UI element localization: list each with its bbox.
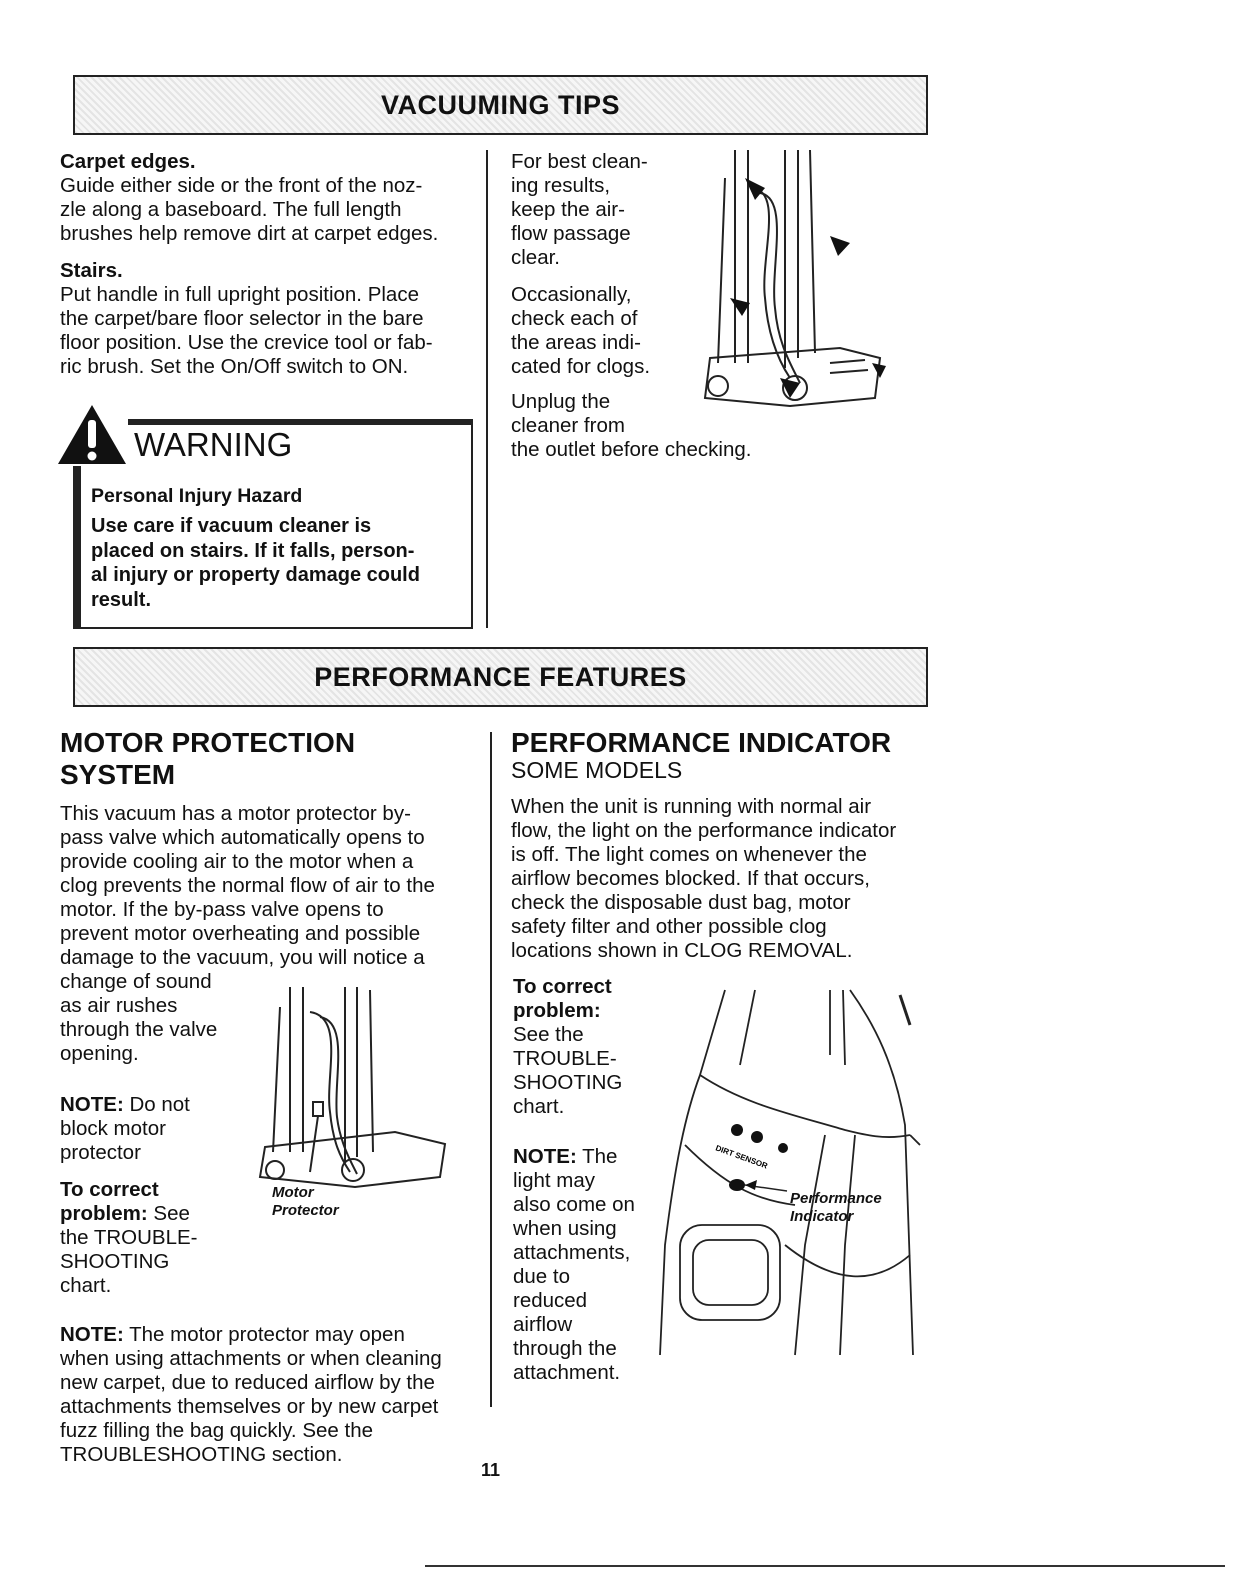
motor-protector-illustration <box>255 982 455 1192</box>
performance-features-banner <box>73 647 928 707</box>
carpet-edges-text: Guide either side or the front of the noz- zle along a baseboard. The full length brushes help remove dirt at carpet edges. <box>60 174 439 245</box>
stairs-text: Put handle in full upright position. Place the carpet/bare floor selector in the bare floor position. Use the crevice tool or fab- ric brush. Set the On/Off switch to ON. <box>60 283 433 378</box>
motor-note2-block: NOTE: The motor protector may open when using attachments or when cleaning new carpet, due to reduced airflow by the attachments themselves or by new carpet fuzz filling the bag quickly. See the TROUBLESHOOTING section. <box>60 1323 442 1466</box>
indicator-correct-block: To correct problem: See the TROUBLE- SHOOTING chart. <box>513 975 623 1118</box>
column-divider-top <box>486 150 488 628</box>
warning-top-rule <box>75 421 471 425</box>
motor-note-block: NOTE: Do not block motor protector <box>60 1093 190 1164</box>
vacuuming-tips-title: VACUUMING TIPS <box>380 89 620 120</box>
unplug-paragraph: Unplug the cleaner from the outlet before checking. <box>511 390 752 461</box>
airflow-paragraph: For best clean- ing results, keep the air- flow passage clear. <box>511 150 648 269</box>
performance-indicator-illustration <box>645 985 925 1365</box>
motor-protection-heading: MOTOR PROTECTION SYSTEM <box>60 727 356 790</box>
warning-triangle-icon <box>56 402 128 466</box>
warning-title: WARNING <box>134 426 293 463</box>
bottom-rule <box>425 1565 1225 1567</box>
performance-indicator-subheading: SOME MODELS <box>511 757 683 783</box>
performance-indicator-intro: When the unit is running with normal air flow, the light on the performance indicator is off. The light comes on whenever the airflow becomes blocked. If that occurs, check the disposable dust bag, motor safety filter and other possible clog locations shown in CLOG REMOVAL. <box>511 795 897 962</box>
warning-text: Use care if vacuum cleaner is placed on stairs. If it falls, person- al injury or property damage could result. <box>91 515 420 611</box>
page-number: 11 <box>481 1460 501 1480</box>
indicator-note-block: NOTE: The light may also come on when using attachments, due to reduced airflow through the attachment. <box>513 1145 635 1384</box>
motor-correct-block: To correct problem: See the TROUBLE- SHOOTING chart. <box>60 1178 198 1297</box>
motor-protector-caption: Motor Protector <box>272 1184 339 1219</box>
column-divider-bottom <box>490 732 492 1407</box>
stairs-heading: Stairs. <box>60 259 123 282</box>
performance-features-title: PERFORMANCE FEATURES <box>314 661 687 692</box>
dirt-sensor-label: DIRT SENSOR <box>714 1143 769 1171</box>
vacuuming-tips-banner <box>73 75 928 135</box>
vacuum-airflow-illustration <box>690 148 890 418</box>
performance-indicator-caption: Performance Indicator <box>790 1190 882 1225</box>
warning-hazard: Personal Injury Hazard <box>91 485 303 507</box>
check-clogs-paragraph: Occasionally, check each of the areas indi- cated for clogs. <box>511 283 651 378</box>
performance-indicator-heading: PERFORMANCE INDICATOR <box>511 727 892 758</box>
carpet-edges-heading: Carpet edges. <box>60 150 196 173</box>
motor-protection-intro: This vacuum has a motor protector by- pass valve which automatically opens to provide cooling air to the motor when a clog prevents the normal flow of air to the motor. If the by-pass valve opens to prevent motor overheating and possible damage to the vacuum, you will notice a change of sound as air rushes through the valve opening. <box>60 802 435 1065</box>
